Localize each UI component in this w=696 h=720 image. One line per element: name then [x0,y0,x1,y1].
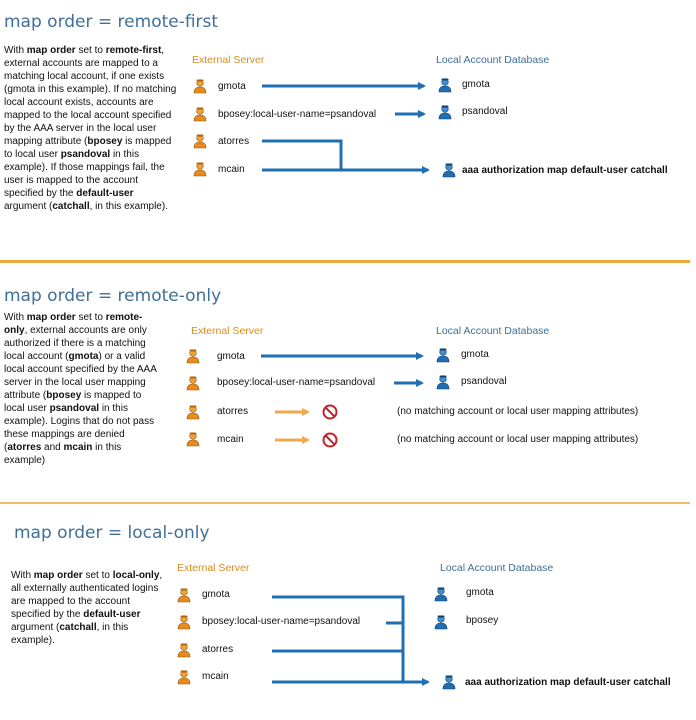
section-description-remote-first: With map order set to remote-first, external accounts are mapped to a matching local account, if one exists (gmota in this example). If no matching local account exists, accounts are mapped to the local account specified by the AAA server in the local user mapping attribute (bposey is mapped to local user psandoval in this example). If those mappings fail, the user is mapped to the account specified by the default-user argument (catchall, in this example). [4,45,177,212]
deny-note-mcain: (no matching account or local user mapping attributes) [397,434,639,445]
person-blue-icon [435,588,447,602]
mapping-connector [262,141,341,170]
external-server-header: External Server [177,562,250,574]
person-orange-icon [194,135,206,149]
section-description-remote-only: With map order set to remote-only, external accounts are only authorized if there is a matching local account (gmota) or a valid local account specified by the AAA server in the local user mapping attribute (bposey is mapped to local user psandoval in this example). Logins that do not pass these mappings are denied (atorres and mcain in this example) [4,312,157,466]
external-user-mcain: mcain [202,671,229,682]
person-blue-icon [435,616,447,630]
person-orange-icon [194,80,206,94]
external-user-atorres: atorres [217,406,249,417]
default-user-catchall-label: aaa authorization map default-user catchall [462,165,668,176]
external-server-header: External Server [192,54,265,66]
external-user-atorres: atorres [218,136,250,147]
section-title-remote-only: map order = remote-only [4,286,222,306]
external-server-header: External Server [191,325,264,337]
person-orange-icon [194,108,206,122]
external-user-bposey: bposey:local-user-name=psandoval [218,109,377,120]
person-orange-icon [178,616,190,630]
local-user-bposey: bposey [466,615,499,626]
deny-note-atorres: (no matching account or local user mapping attributes) [397,406,639,417]
local-user-gmota: gmota [461,349,489,360]
no-entry-icon [324,406,337,419]
external-user-gmota: gmota [202,589,230,600]
no-entry-icon [324,434,337,447]
default-user-catchall-label: aaa authorization map default-user catchall [465,677,671,688]
person-blue-icon [437,349,449,363]
local-user-psandoval: psandoval [462,106,508,117]
person-orange-icon [187,350,199,364]
external-user-gmota: gmota [218,81,246,92]
person-blue-icon [439,106,451,120]
person-orange-icon [187,433,199,447]
local-account-database-header: Local Account Database [436,325,550,337]
person-orange-icon [178,671,190,685]
external-user-bposey: bposey:local-user-name=psandoval [202,616,361,627]
local-account-database-header: Local Account Database [436,54,550,66]
external-user-gmota: gmota [217,351,245,362]
section-description-local-only: With map order set to local-only, all externally authenticated logins are mapped to the account specified by the default-user argument (catchall, in this example). [11,570,163,646]
person-blue-icon [439,79,451,93]
person-orange-icon [187,377,199,391]
local-user-gmota: gmota [462,79,490,90]
external-user-atorres: atorres [202,644,234,655]
person-blue-icon [437,376,449,390]
person-blue-icon [443,676,455,690]
external-user-mcain: mcain [218,164,245,175]
external-user-mcain: mcain [217,434,244,445]
section-title-local-only: map order = local-only [14,523,210,543]
local-user-psandoval: psandoval [461,376,507,387]
person-blue-icon [443,164,455,178]
section-title-remote-first: map order = remote-first [4,12,219,32]
person-orange-icon [178,644,190,658]
local-user-gmota: gmota [466,587,494,598]
person-orange-icon [187,406,199,420]
person-orange-icon [194,163,206,177]
external-user-bposey: bposey:local-user-name=psandoval [217,377,376,388]
person-orange-icon [178,589,190,603]
local-account-database-header: Local Account Database [440,562,554,574]
mapping-connector [272,597,403,682]
